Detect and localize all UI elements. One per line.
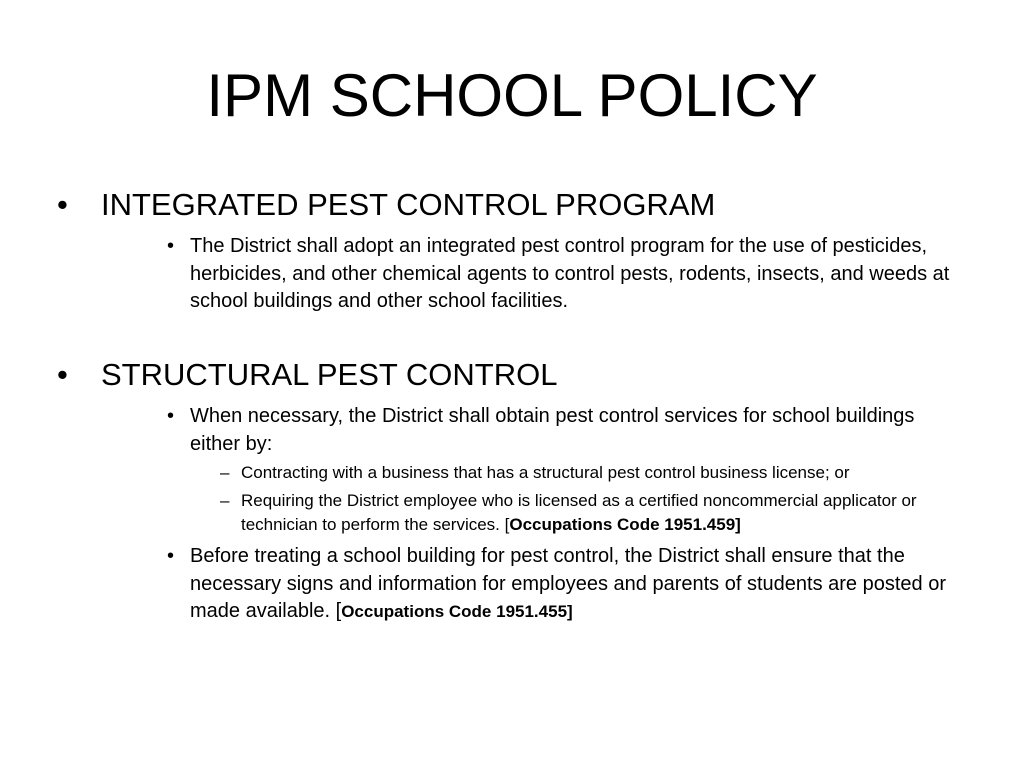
bullet-icon: •	[57, 187, 68, 222]
list-item-text-wrapper	[190, 543, 957, 626]
bullet-icon: •	[167, 405, 175, 427]
section-heading-text: INTEGRATED PEST CONTROL PROGRAM	[101, 187, 716, 222]
sub-item-district-employee	[220, 489, 980, 536]
citation-occupations-code-1951-459: Occupations Code 1951.459]	[509, 514, 741, 534]
section-heading-text: STRUCTURAL PEST CONTROL	[101, 357, 558, 392]
sub-item-text: Contracting with a business that has a structural pest control business license; or	[241, 463, 850, 482]
dash-bullet-icon: –	[220, 463, 230, 482]
sub-item-contracting	[220, 461, 980, 485]
citation-occupations-code-1951-455: Occupations Code 1951.455]	[341, 602, 573, 621]
list-item-text: Before treating a school building for pest control, the District shall ensure that the necessary signs and information for employees and parents of students are posted or made available. [	[190, 545, 946, 622]
list-item-before-treating	[167, 543, 957, 626]
sub-item-text: Requiring the District employee who is licensed as a certified noncommercial applicator or technician to perform the services. [	[241, 491, 917, 534]
list-item-text: The District shall adopt an integrated pest control program for the use of pesticides, herbicides, and other chemical agents to control pests, rodents, insects, and weeds at school buildings and other school facilities.	[190, 235, 950, 312]
bullet-icon: •	[57, 357, 68, 392]
bullet-icon: •	[167, 545, 175, 567]
slide-title: IPM SCHOOL POLICY	[206, 62, 818, 129]
list-item-obtain-services	[167, 403, 957, 458]
bullet-icon: •	[167, 235, 175, 257]
dash-bullet-icon: –	[220, 491, 230, 510]
sub-item-text-wrapper	[241, 489, 980, 536]
list-item-text: When necessary, the District shall obtain pest control services for school buildings either by:	[190, 405, 915, 455]
list-item-integrated-program	[167, 233, 957, 316]
